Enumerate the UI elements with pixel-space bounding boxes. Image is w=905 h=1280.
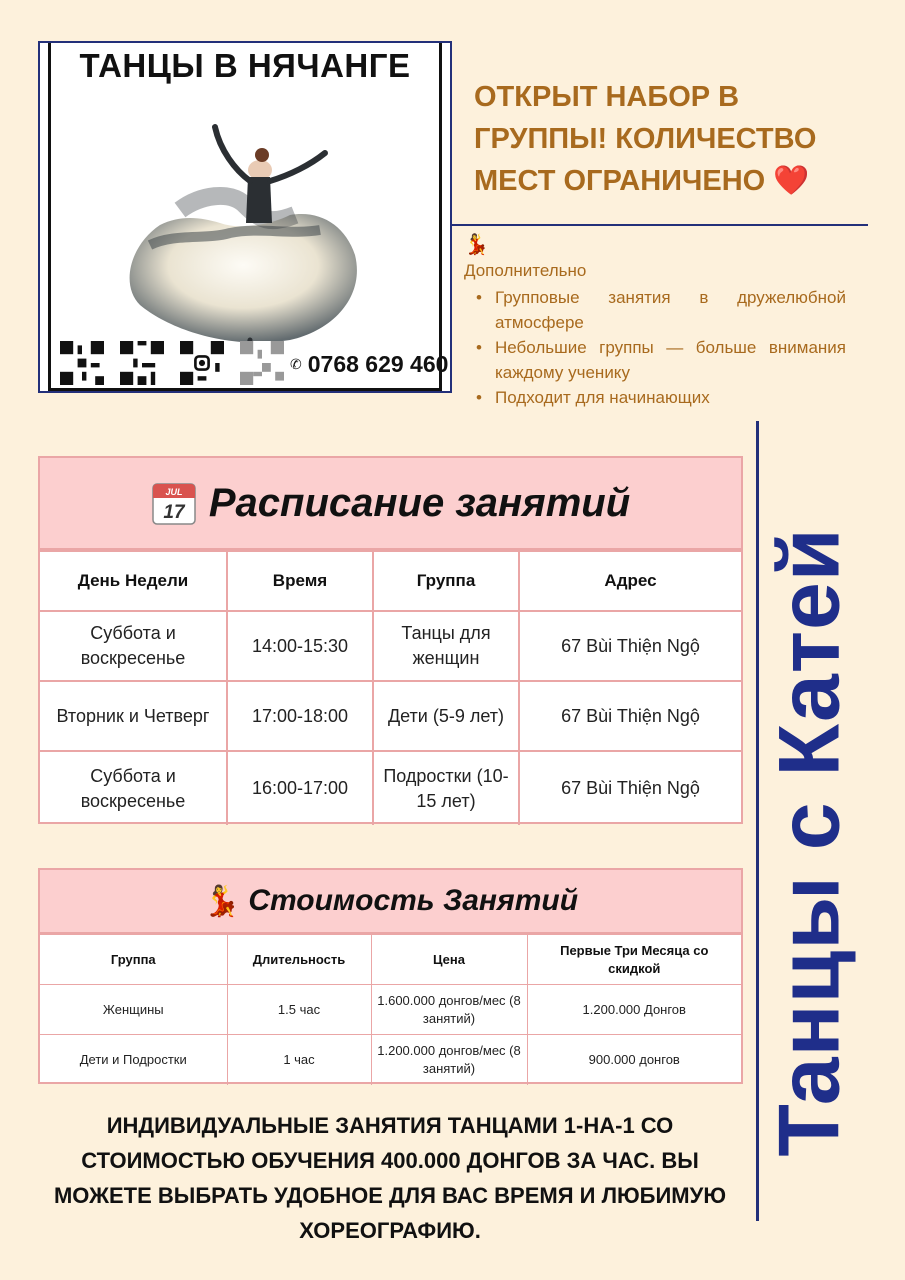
individual-lessons-note: ИНДИВИДУАЛЬНЫЕ ЗАНЯТИЯ ТАНЦАМИ 1-НА-1 СО СТОИМОСТЬЮ ОБУЧЕНИЯ 400.000 ДОНГОВ ЗА ЧАС. ВЫ МОЖЕТЕ ВЫБРАТЬ УДОБНОЕ ДЛЯ ВАС ВРЕМЯ И ЛЮБИМУЮ ХОРЕОГРАФИЮ. [53,1113,727,1243]
qr-code-icon[interactable] [180,341,224,385]
table-cell: 16:00-17:00 [227,751,373,825]
schedule-title: Расписание занятий [208,480,631,525]
schedule-table [38,456,743,824]
additional-info [464,232,846,410]
schedule-grid [40,550,741,825]
benefits-list [464,285,846,410]
column-header: Длительность [227,935,371,985]
table-cell: 1 час [227,1035,371,1085]
column-header: Адрес [519,551,741,611]
table-cell: Суббота и воскресенье [40,751,227,825]
column-header: Цена [371,935,527,985]
column-header: День Недели [40,551,227,611]
table-row [40,681,741,751]
table-row [40,751,741,825]
poster-card [38,41,452,393]
heart-icon: ❤️ [773,165,810,197]
calendar-day: 17 [163,502,185,523]
table-cell: 1.200.000 донгов/мес (8 занятий) [371,1035,527,1085]
table-cell: 1.600.000 донгов/мес (8 занятий) [371,985,527,1035]
pricing-header [40,870,741,934]
qr-code-icon[interactable] [60,341,104,385]
qr-code-icon[interactable] [240,341,284,385]
table-cell: 17:00-18:00 [227,681,373,751]
table-cell: Суббота и воскресенье [40,611,227,681]
calendar-icon [151,480,197,526]
table-cell: 1.200.000 Донгов [527,985,741,1035]
table-cell: 14:00-15:30 [227,611,373,681]
phone-icon: ✆ [290,356,302,372]
divider [452,224,868,226]
table-cell: 900.000 донгов [527,1035,741,1085]
table-cell: Танцы для женщин [373,611,519,681]
table-cell: 67 Bùi Thiện Ngộ [519,681,741,751]
column-header: Время [227,551,373,611]
pricing-title: Стоимость Занятий [248,884,579,917]
list-item: • Небольшие группы — больше внимания каждому ученику [464,335,846,385]
phone-number[interactable] [290,351,448,378]
ballerina-illustration [120,115,370,373]
calendar-month: JUL [165,487,183,497]
vertical-divider [756,421,759,1221]
table-cell: Вторник и Четверг [40,681,227,751]
table-cell: Дети и Подростки [40,1035,227,1085]
table-header-row [40,551,741,611]
table-row [40,1035,741,1085]
table-cell: 67 Bùi Thiện Ngộ [519,611,741,681]
qr-code-icon[interactable] [120,341,164,385]
table-row [40,985,741,1035]
flamenco-dancer-icon: 💃 [464,234,489,256]
phone-text: 0768 629 460 [307,351,449,377]
column-header: Группа [40,935,227,985]
table-cell: Подростки (10-15 лет) [373,751,519,825]
table-cell: Женщины [40,985,227,1035]
headline-text: ОТКРЫТ НАБОР В ГРУППЫ! КОЛИЧЕСТВО МЕСТ ОГРАНИЧЕНО [474,81,817,197]
table-cell: Дети (5-9 лет) [373,681,519,751]
pricing-table [38,868,743,1084]
enrollment-headline [474,76,864,202]
list-item: • Групповые занятия в дружелюбной атмосфере [464,285,846,335]
column-header: Первые Три Месяца со скидкой [527,935,741,985]
pricing-grid [40,934,741,1085]
brand-name: Танцы с Катей [761,527,858,1157]
flamenco-dancer-icon: 💃 [202,884,241,918]
table-row [40,611,741,681]
table-header-row [40,935,741,985]
additional-title: Дополнительно [464,261,587,280]
table-cell: 67 Bùi Thiện Ngộ [519,751,741,825]
table-cell: 1.5 час [227,985,371,1035]
poster-title: ТАНЦЫ В НЯЧАНГЕ [79,47,411,84]
schedule-header [40,458,741,550]
column-header: Группа [373,551,519,611]
list-item: • Подходит для начинающих [464,385,846,410]
qr-code-row [60,341,284,385]
